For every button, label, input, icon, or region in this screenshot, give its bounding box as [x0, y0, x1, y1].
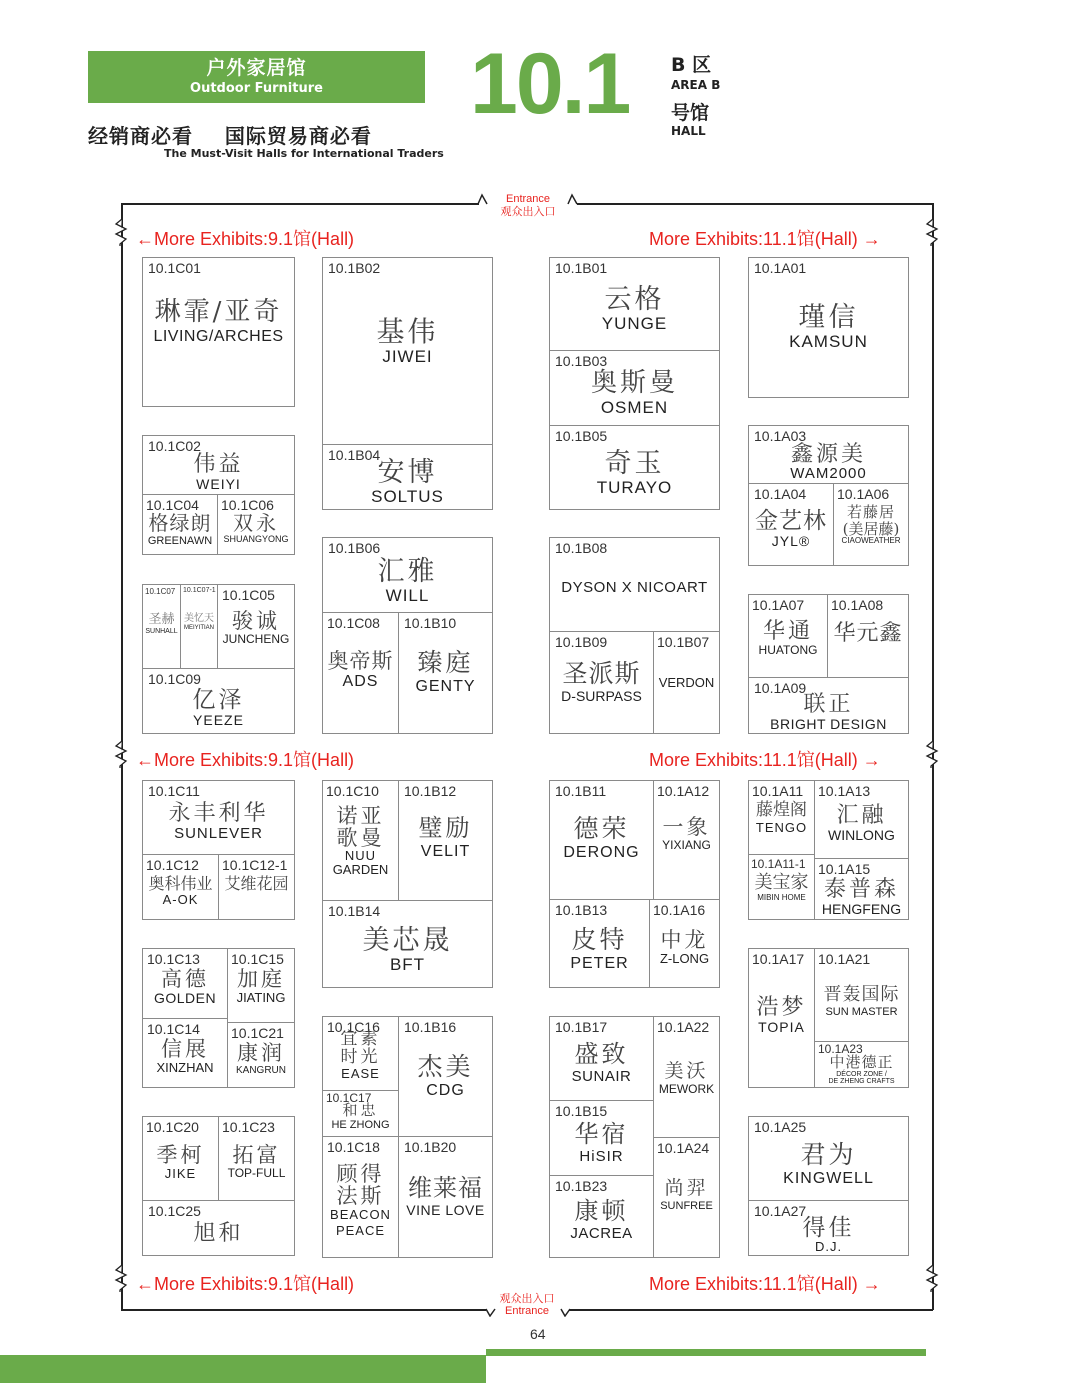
booth-10-1a15[interactable]: 10.1A15 泰普森 HENGFENG: [814, 858, 909, 920]
booth-10-1c14[interactable]: 10.1C14 信展 XINZHAN: [142, 1018, 228, 1088]
footer-bar-left: [0, 1355, 486, 1383]
booth-10-1c18[interactable]: 10.1C18 顾得 法斯 BEACON PEACE: [322, 1136, 399, 1258]
booth-10-1b13[interactable]: 10.1B13 皮特 PETER: [549, 899, 650, 988]
more-exhibits-9-1-link[interactable]: ←More Exhibits:9.1馆(Hall): [136, 750, 355, 770]
hall-en: HALL: [671, 124, 706, 138]
category-title-en: Outdoor Furniture: [190, 81, 323, 96]
entrance-top[interactable]: [488, 193, 568, 218]
entrance-bottom-cn: 观众出入口: [499, 1292, 555, 1305]
booth-10-1c11[interactable]: 10.1C11 永丰利华 SUNLEVER: [142, 780, 295, 855]
booth-10-1a16[interactable]: 10.1A16 中龙 Z-LONG: [649, 899, 720, 988]
entrance-top-cn: 观众出入口: [500, 205, 556, 218]
booth-10-1a07[interactable]: 10.1A07 华通 HUATONG: [748, 594, 828, 678]
booth-10-1b12[interactable]: 10.1B12 璧励 VELIT: [398, 780, 493, 901]
booth-10-1a06[interactable]: 10.1A06 若藤居 (美居藤) CIAOWEATHER: [833, 483, 909, 566]
entrance-bottom[interactable]: [487, 1292, 567, 1317]
category-banner: [88, 51, 425, 103]
hall-number: 10.1: [470, 36, 630, 132]
booth-10-1b02[interactable]: 10.1B02 基伟 JIWEI: [322, 257, 493, 445]
booth-10-1c09[interactable]: 10.1C09 亿泽 YEEZE: [142, 668, 295, 734]
booth-10-1b05[interactable]: 10.1B05 奇玉 TURAYO: [549, 425, 720, 510]
booth-10-1c12-1[interactable]: 10.1C12-1 艾维花园: [218, 854, 295, 920]
booth-10-1c16[interactable]: 10.1C16 宜素 时光 EASE: [322, 1016, 399, 1091]
booth-10-1c04[interactable]: 10.1C04 格绿朗 GREENAWN: [142, 494, 218, 555]
booth-10-1c12[interactable]: 10.1C12 奥科伟业 A-OK: [142, 854, 219, 920]
booth-10-1a13[interactable]: 10.1A13 汇融 WINLONG: [814, 780, 909, 859]
booth-10-1c08[interactable]: 10.1C08 奥帝斯 ADS: [322, 612, 399, 734]
booth-10-1c07-1[interactable]: 10.1C07-1 美忆天 MEIYITIAN: [180, 584, 218, 669]
tagline-cn: 经销商必看 国际贸易商必看: [88, 124, 372, 148]
booth-10-1c13[interactable]: 10.1C13 高德 GOLDEN: [142, 948, 228, 1019]
booth-10-1a12[interactable]: 10.1A12 一象 YIXIANG: [653, 780, 720, 900]
hall-cn: 号馆: [671, 102, 710, 124]
booth-10-1c23[interactable]: 10.1C23 拓富 TOP-FULL: [218, 1116, 295, 1201]
booth-10-1c21[interactable]: 10.1C21 康润 KANGRUN: [227, 1022, 295, 1088]
more-exhibits-11-1-link[interactable]: More Exhibits:11.1馆(Hall) →: [649, 750, 881, 770]
booth-10-1c01[interactable]: 10.1C01 琳霏/亚奇 LIVING/ARCHES: [142, 257, 295, 407]
booth-10-1a25[interactable]: 10.1A25 君为 KINGWELL: [748, 1116, 909, 1201]
booth-10-1a01[interactable]: 10.1A01 瑾信 KAMSUN: [748, 257, 909, 398]
booth-10-1b16[interactable]: 10.1B16 杰美 CDG: [398, 1016, 493, 1137]
area-en: AREA B: [671, 78, 721, 92]
booth-10-1b23[interactable]: 10.1B23 康顿 JACREA: [549, 1175, 654, 1258]
booth-10-1b07[interactable]: 10.1B07 VERDON: [653, 631, 720, 734]
booth-10-1c02[interactable]: 10.1C02 伟益 WEIYI: [142, 435, 295, 495]
booth-10-1a27[interactable]: 10.1A27 得佳 D.J.: [748, 1200, 909, 1256]
booth-10-1a21[interactable]: 10.1A21 晋轰国际 SUN MASTER: [814, 948, 909, 1042]
entrance-bottom-en: Entrance: [504, 1305, 550, 1317]
booth-10-1c10[interactable]: 10.1C10 诺亚 歌曼 NUU GARDEN: [322, 780, 399, 901]
booth-10-1a22[interactable]: 10.1A22 美沃 MEWORK: [653, 1016, 720, 1138]
booth-10-1a11-1[interactable]: 10.1A11-1 美宝家 MIBIN HOME: [748, 854, 815, 920]
more-exhibits-11-1-link[interactable]: More Exhibits:11.1馆(Hall) →: [649, 229, 881, 249]
booth-10-1b01[interactable]: 10.1B01 云格 YUNGE: [549, 257, 720, 351]
booth-10-1a04[interactable]: 10.1A04 金艺林 JYL®: [748, 483, 834, 566]
booth-10-1b06[interactable]: 10.1B06 汇雅 WILL: [322, 537, 493, 613]
more-exhibits-9-1-link[interactable]: ←More Exhibits:9.1馆(Hall): [136, 1274, 355, 1294]
page-number: 64: [530, 1326, 546, 1342]
booth-10-1b20[interactable]: 10.1B20 维莱福 VINE LOVE: [398, 1136, 493, 1258]
booth-10-1b09[interactable]: 10.1B09 圣派斯 D-SURPASS: [549, 631, 654, 734]
tagline-en: The Must-Visit Halls for International Traders: [164, 147, 444, 160]
booth-10-1b10[interactable]: 10.1B10 臻庭 GENTY: [398, 612, 493, 734]
booth-10-1c05[interactable]: 10.1C05 骏诚 JUNCHENG: [217, 584, 295, 669]
footer-bar-right: [486, 1349, 926, 1356]
booth-10-1c07[interactable]: 10.1C07 圣赫 SUNHALL: [142, 584, 181, 669]
right-wall-springs-icon: [921, 210, 945, 1310]
more-exhibits-11-1-link[interactable]: More Exhibits:11.1馆(Hall) →: [649, 1274, 881, 1294]
booth-10-1b15[interactable]: 10.1B15 华宿 HiSIR: [549, 1100, 654, 1176]
booth-10-1a23[interactable]: 10.1A23 中港德正 DÉCOR ZONE / DE ZHENG CRAFTS: [814, 1041, 909, 1088]
booth-10-1c17[interactable]: 10.1C17 和忠 HE ZHONG: [322, 1090, 399, 1137]
entrance-top-en: Entrance: [505, 193, 551, 205]
booth-10-1c20[interactable]: 10.1C20 季柯 JIKE: [142, 1116, 219, 1201]
booth-10-1a24[interactable]: 10.1A24 尚羿 SUNFREE: [653, 1137, 720, 1258]
booth-10-1b04[interactable]: 10.1B04 安博 SOLTUS: [322, 444, 493, 510]
booth-10-1c15[interactable]: 10.1C15 加庭 JIATING: [227, 948, 295, 1023]
booth-10-1a09[interactable]: 10.1A09 联正 BRIGHT DESIGN: [748, 677, 909, 734]
booth-10-1a11[interactable]: 10.1A11 藤煌阁 TENGO: [748, 780, 815, 855]
booth-10-1a08[interactable]: 10.1A08 华元鑫: [827, 594, 909, 678]
category-title-cn: 户外家居馆: [206, 57, 307, 79]
booth-10-1b11[interactable]: 10.1B11 德荣 DERONG: [549, 780, 654, 900]
booth-10-1b03[interactable]: 10.1B03 奥斯曼 OSMEN: [549, 350, 720, 426]
booth-10-1b17[interactable]: 10.1B17 盛致 SUNAIR: [549, 1016, 654, 1101]
area-cn: B 区: [671, 54, 712, 76]
booth-10-1c25[interactable]: 10.1C25 旭和: [142, 1200, 295, 1256]
booth-10-1c06[interactable]: 10.1C06 双永 SHUANGYONG: [217, 494, 295, 555]
booth-10-1a17[interactable]: 10.1A17 浩梦 TOPIA: [748, 948, 815, 1088]
more-exhibits-9-1-link[interactable]: ←More Exhibits:9.1馆(Hall): [136, 229, 355, 249]
booth-10-1b14[interactable]: 10.1B14 美芯晟 BFT: [322, 900, 493, 988]
left-wall-springs-icon: [110, 210, 134, 1310]
booth-10-1a03[interactable]: 10.1A03 鑫源美 WAM2000: [748, 425, 909, 484]
booth-10-1b08[interactable]: 10.1B08 DYSON X NICOART: [549, 537, 720, 632]
